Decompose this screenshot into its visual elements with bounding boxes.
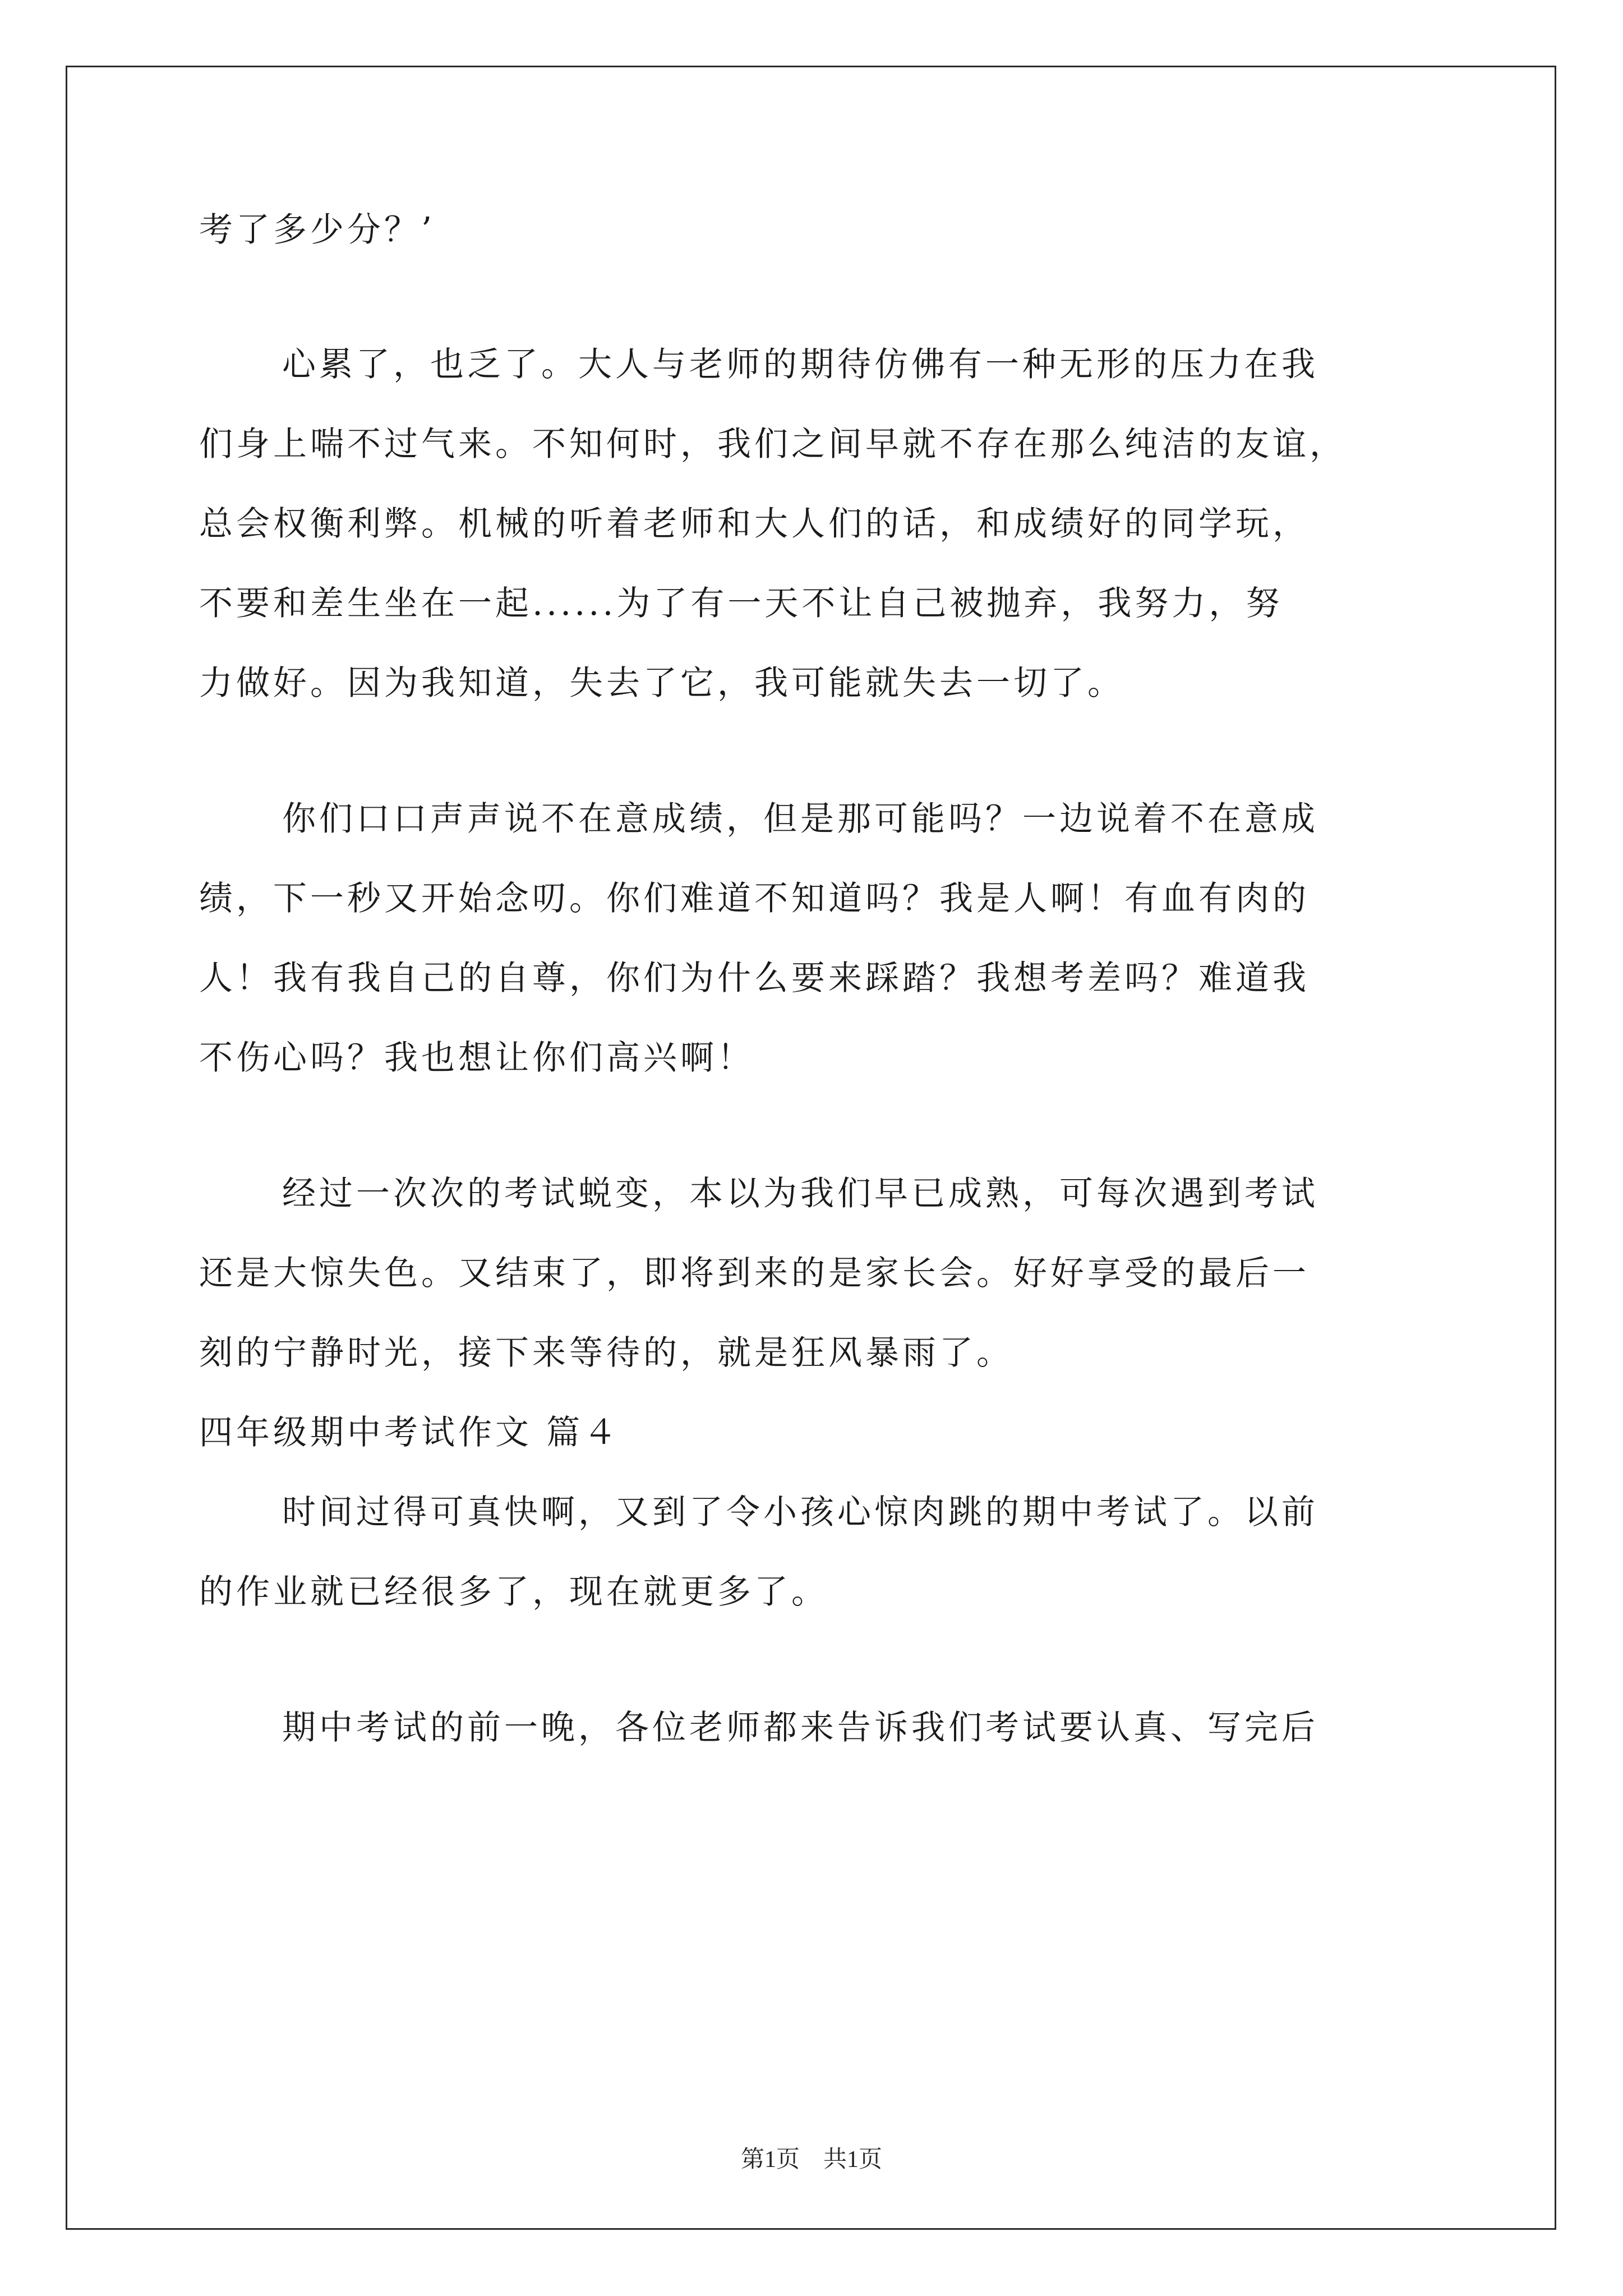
text-line: 还是大惊失色。又结束了，即将到来的是家长会。好好享受的最后一: [199, 1254, 1310, 1293]
text-line: 经过一次次的考试蜕变，本以为我们早已成熟，可每次遇到考试: [282, 1174, 1318, 1213]
text-line: 期中考试的前一晚，各位老师都来告诉我们考试要认真、写完后: [282, 1708, 1318, 1747]
text-line: 考了多少分？’: [199, 210, 436, 250]
page-number-footer: 第1页 共1页: [740, 2147, 882, 2173]
text-line: 总会权衡利弊。机械的听着老师和大人们的话，和成绩好的同学玩，: [199, 504, 1310, 544]
text-line: 人！我有我自己的自尊，你们为什么要来踩踏？我想考差吗？难道我: [199, 959, 1310, 998]
text-line: 刻的宁静时光，接下来等待的，就是狂风暴雨了。: [199, 1333, 1013, 1373]
text-line: 你们口口声声说不在意成绩，但是那可能吗？一边说着不在意成: [282, 799, 1318, 839]
text-line: 的作业就已经很多了，现在就更多了。: [199, 1572, 828, 1612]
text-line: 不伤心吗？我也想让你们高兴啊！: [199, 1038, 754, 1078]
text-line: 们身上喘不过气来。不知何时，我们之间早就不存在那么纯洁的友谊，: [199, 425, 1347, 464]
text-line: 时间过得可真快啊，又到了令小孩心惊肉跳的期中考试了。以前: [282, 1493, 1318, 1532]
page-border: [66, 66, 1556, 2230]
text-line: 不要和差生坐在一起......为了有一天不让自己被抛弃，我努力，努: [199, 584, 1283, 623]
text-line: 心累了，也乏了。大人与老师的期待仿佛有一种无形的压力在我: [282, 345, 1318, 384]
text-line: 力做好。因为我知道，失去了它，我可能就失去一切了。: [199, 664, 1124, 703]
text-line: 绩，下一秒又开始念叨。你们难道不知道吗？我是人啊！有血有肉的: [199, 879, 1310, 918]
section-heading: 四年级期中考试作文 篇４: [199, 1413, 621, 1452]
